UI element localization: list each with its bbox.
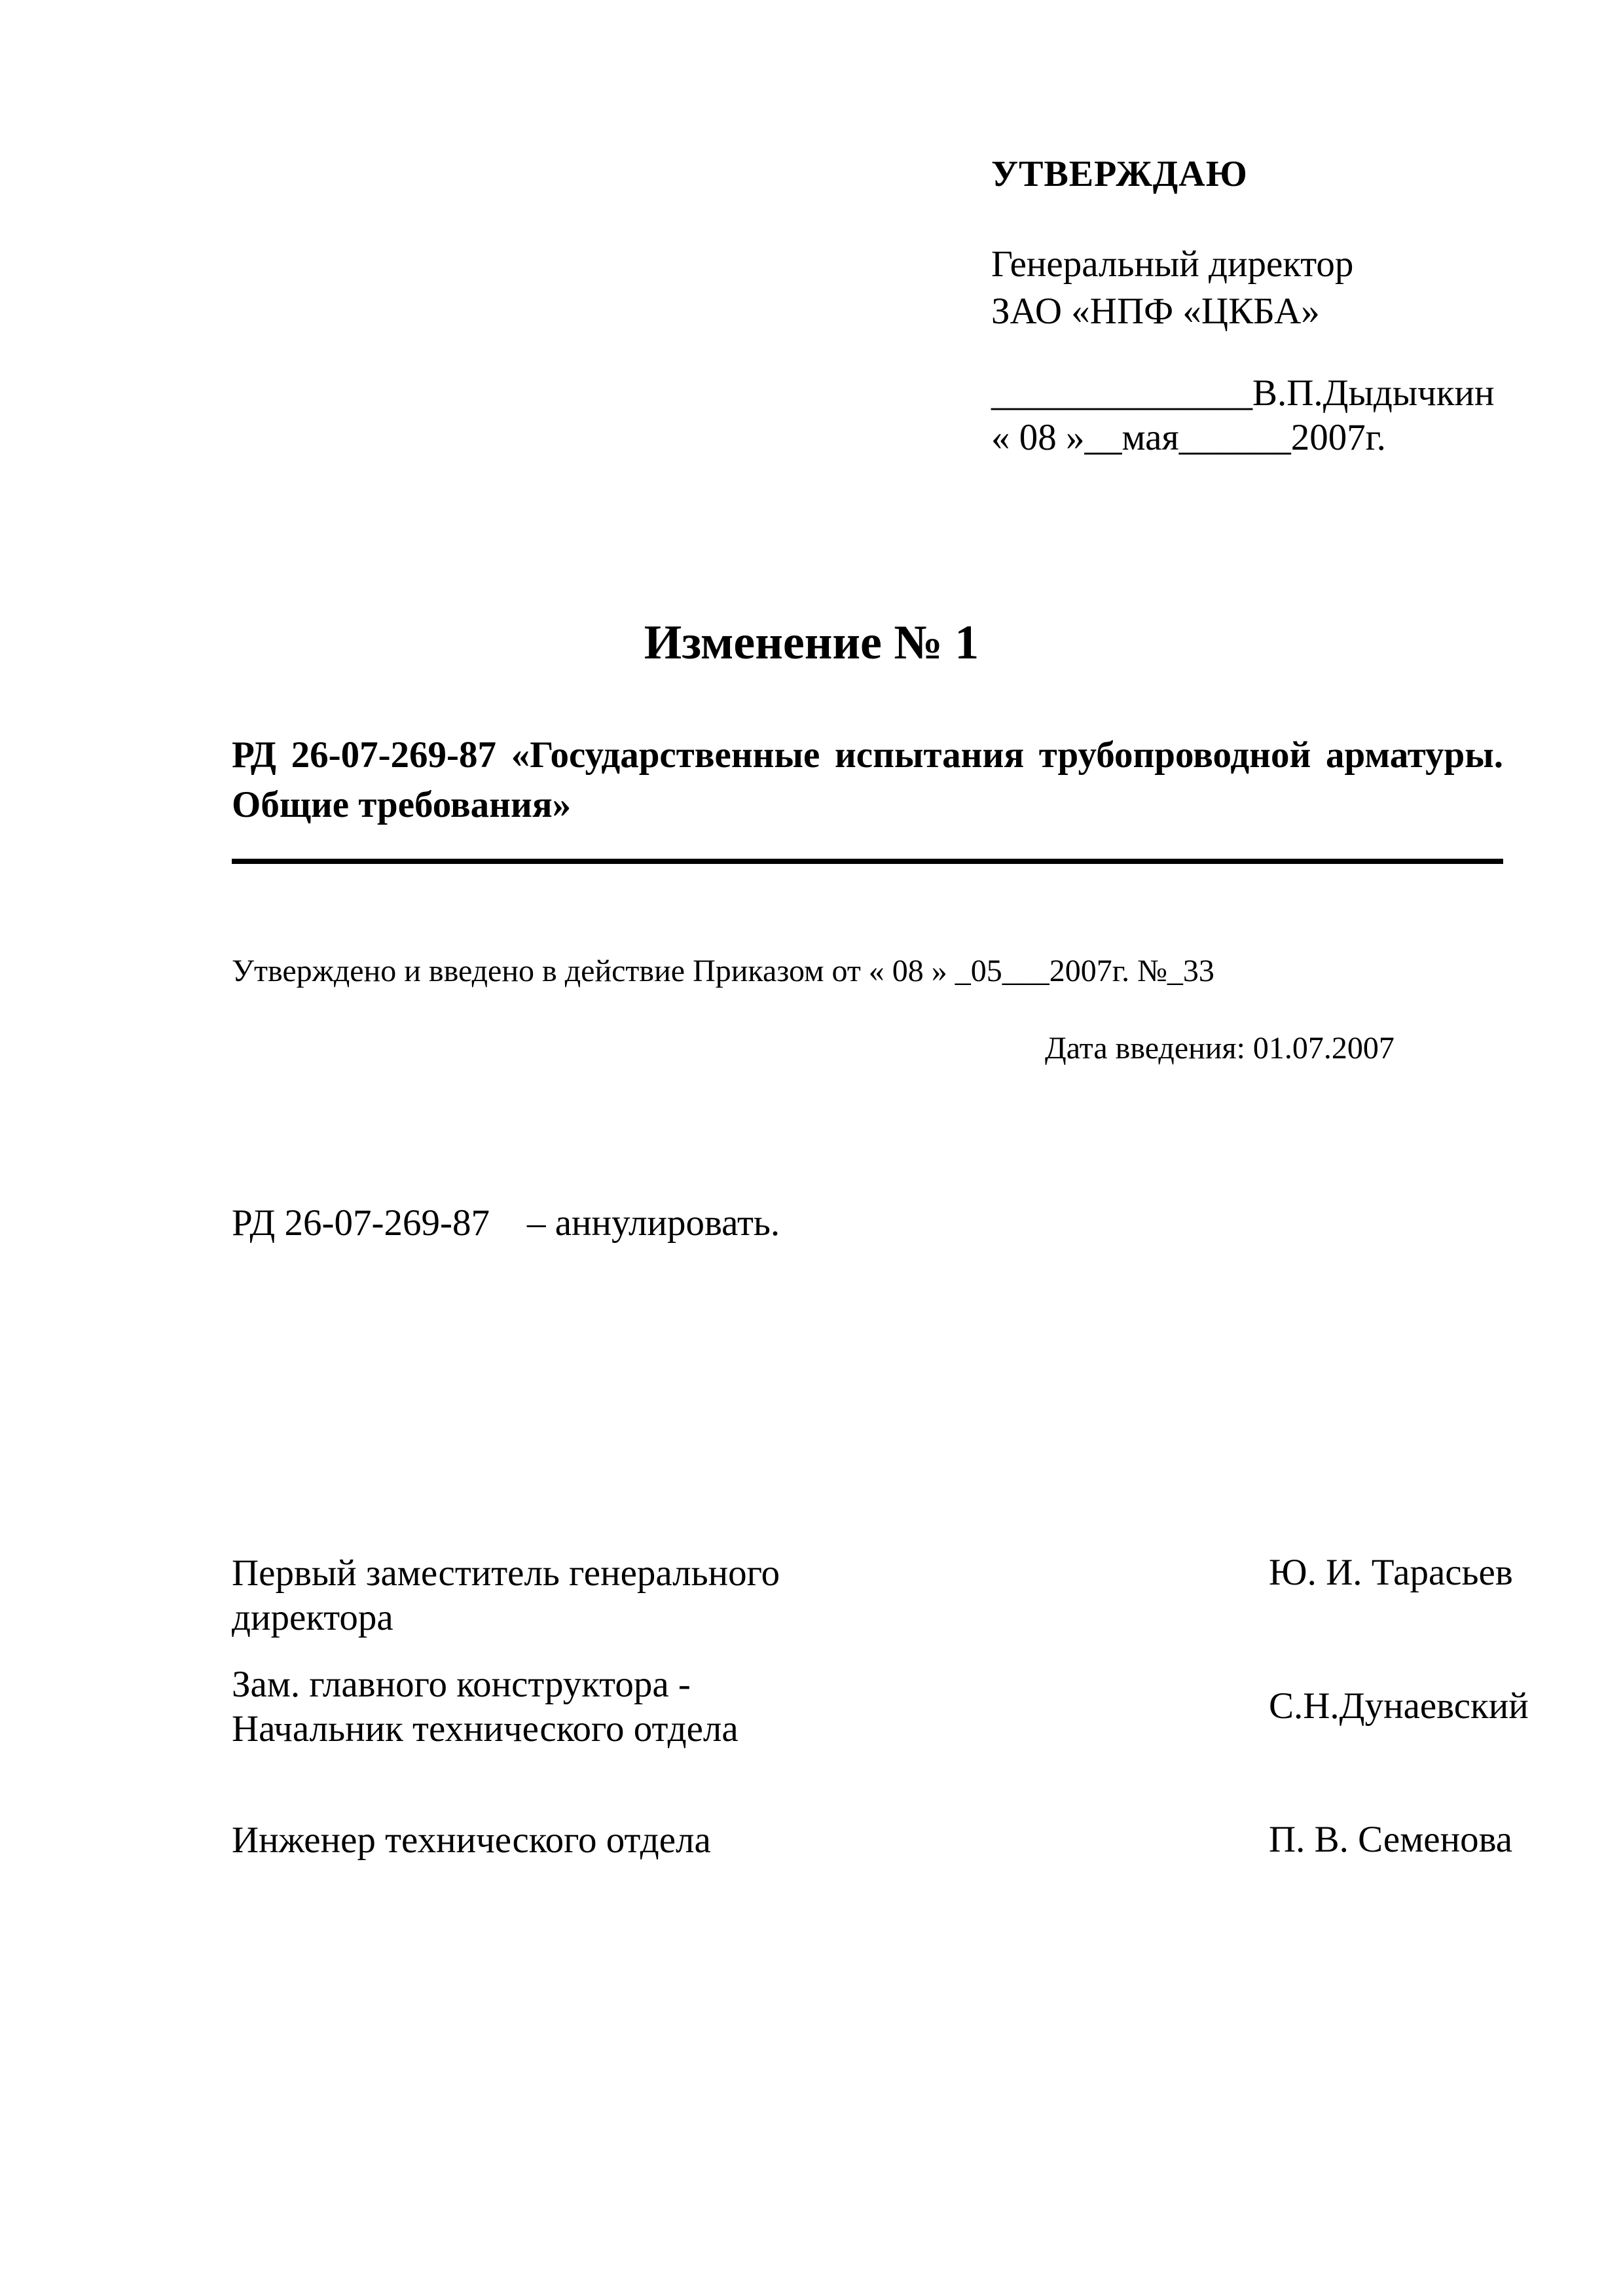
order-line (232, 953, 1214, 989)
approval-date: « 08 »__мая______2007г. (991, 417, 1386, 458)
signature-title-line1: Инженер технического отдела (232, 1820, 711, 1861)
document-subject: РД 26-07-269-87 «Государственные испытания трубопроводной арматуры. Общие требования» (232, 734, 1503, 825)
signature-name: С.Н.Дунаевский (1269, 1685, 1529, 1727)
signature-title-line1: Первый заместитель генерального (232, 1552, 780, 1594)
signature-blank: ______________ (991, 372, 1252, 414)
separator-rule (232, 859, 1503, 864)
document-title: Изменение № 1 (644, 616, 979, 670)
approval-signature-line (991, 372, 1495, 414)
signature-title-line2: директора (232, 1597, 393, 1638)
signature-title-line1: Зам. главного конструктора - (232, 1664, 691, 1705)
signature-title (232, 1551, 780, 1640)
order-text: Утверждено и введено в действие Приказом от « 08 » _05___2007г. №_33 (232, 954, 1214, 988)
approval-signatory: В.П.Дыдычкин (1252, 372, 1495, 414)
signature-title (232, 1662, 739, 1751)
introduction-date: Дата введения: 01.07.2007 (1045, 1031, 1395, 1066)
signature-title-line2: Начальник технического отдела (232, 1708, 739, 1749)
signature-title (232, 1818, 711, 1863)
signature-name: Ю. И. Тарасьев (1269, 1552, 1513, 1593)
approval-position (991, 241, 1353, 335)
approval-position-line2: ЗАО «НПФ «ЦКБА» (991, 291, 1320, 332)
body-text: РД 26-07-269-87 – аннулировать. (232, 1202, 780, 1244)
approval-position-line1: Генеральный директор (991, 243, 1354, 285)
signature-name: П. В. Семенова (1269, 1819, 1513, 1860)
approval-heading: УТВЕРЖДАЮ (991, 154, 1248, 194)
